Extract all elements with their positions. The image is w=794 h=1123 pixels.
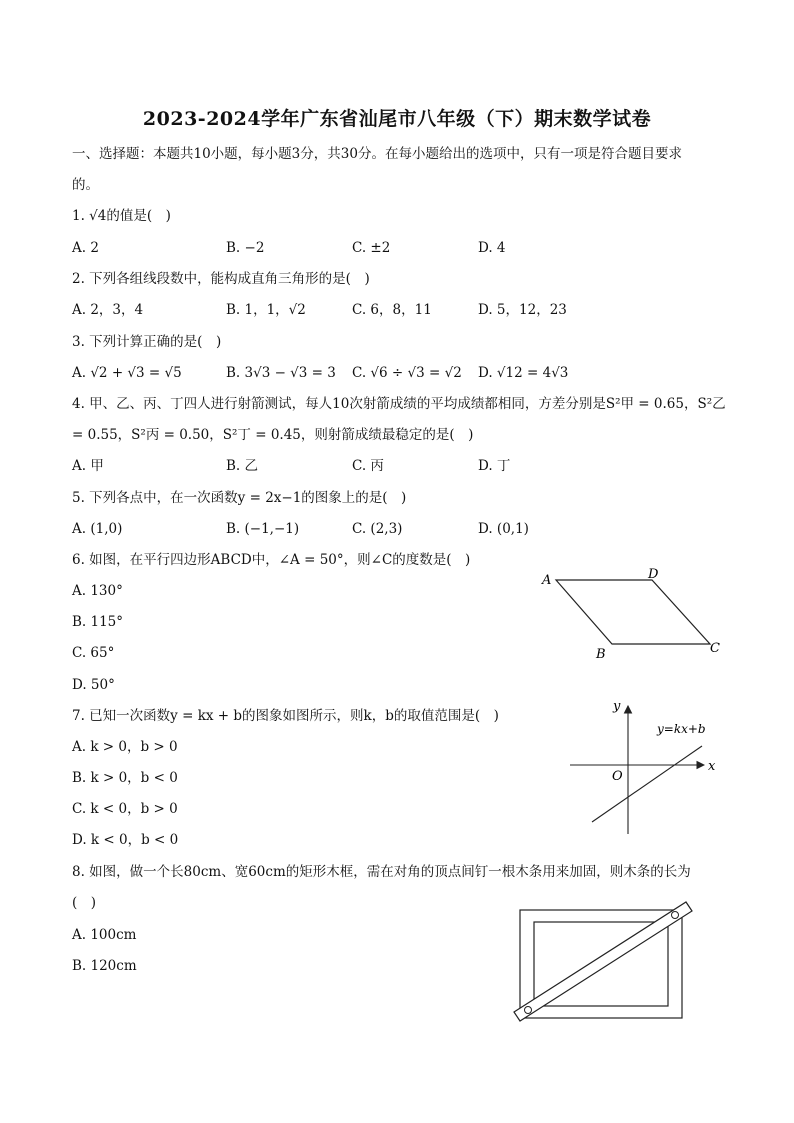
q7-option-a: A. k > 0，b > 0 [72,739,178,755]
nail-bottom [525,1007,532,1014]
linear-function-figure [562,694,734,838]
section-heading: 一、选择题：本题共10小题，每小题3分，共30分。在每小题给出的选项中，只有一项是符合题目要求 [72,146,682,162]
vertex-label-a: A [542,573,552,588]
q6-option-b: B. 115° [72,614,124,630]
q1-option-c: C. ±2 [352,240,391,256]
q4-option-b: B. 乙 [226,458,259,474]
q2-option-c: C. 6，8，11 [352,302,432,318]
q3-stem: 3. 下列计算正确的是( ) [72,334,222,350]
vertex-label-c: C [710,641,720,656]
axis-label-y: y [613,699,621,714]
q2-option-a: A. 2，3，4 [72,302,144,318]
q5-option-d: D. (0,1) [478,521,529,537]
nail-top [672,912,679,919]
q4-stem-cont: = 0.55，S²丙 = 0.50，S²丁 = 0.45，则射箭成绩最稳定的是( ) [72,427,474,443]
function-label: y=kx+b [657,722,706,736]
function-line [592,746,702,822]
q6-option-a: A. 130° [72,583,123,599]
q3-option-d: D. √12 = 4√3 [478,365,569,381]
q1-option-d: D. 4 [478,240,506,256]
q1-option-b: B. −2 [226,240,265,256]
q3-option-b: B. 3√3 − √3 = 3 [226,365,336,381]
parallelogram-abcd [556,580,710,644]
diagonal-brace [514,902,692,1021]
axis-label-x: x [708,759,716,774]
q5-option-b: B. (−1,−1) [226,521,300,537]
vertex-label-d: D [648,567,659,582]
q6-option-d: D. 50° [72,677,115,693]
q2-stem: 2. 下列各组线段数中，能构成直角三角形的是( ) [72,271,370,287]
q7-option-c: C. k < 0，b > 0 [72,801,178,817]
vertex-label-b: B [596,647,606,662]
q8-option-a: A. 100cm [72,927,137,943]
q3-option-c: C. √6 ÷ √3 = √2 [352,365,462,381]
q5-option-c: C. (2,3) [352,521,403,537]
q4-option-c: C. 丙 [352,458,384,474]
q8-option-b: B. 120cm [72,958,137,974]
q6-stem: 6. 如图，在平行四边形ABCD中，∠A = 50°，则∠C的度数是( ) [72,552,471,568]
q6-option-c: C. 65° [72,645,115,661]
q1-option-a: A. 2 [72,240,99,256]
q1-stem: 1. √4的值是( ) [72,208,171,224]
origin-label: O [612,769,623,784]
q4-stem: 4. 甲、乙、丙、丁四人进行射箭测试，每人10次射箭成绩的平均成绩都相同，方差分别是S²甲 = 0.65，S²乙 [72,396,726,412]
rectangle-frame-figure [508,898,698,1026]
section-heading-cont: 的。 [72,177,99,193]
parallelogram-figure [530,562,730,666]
q3-option-a: A. √2 + √3 = √5 [72,365,182,381]
q4-option-a: A. 甲 [72,458,104,474]
q7-stem: 7. 已知一次函数y = kx + b的图象如图所示，则k，b的取值范围是( ) [72,708,499,724]
q7-option-d: D. k < 0，b < 0 [72,832,179,848]
q2-option-b: B. 1，1，√2 [226,302,306,318]
q5-stem: 5. 下列各点中，在一次函数y = 2x−1的图象上的是( ) [72,490,407,506]
q8-stem-cont: ( ) [72,895,97,911]
q8-stem: 8. 如图，做一个长80cm、宽60cm的矩形木框，需在对角的顶点间钉一根木条用来加固，则木条的长为 [72,864,691,880]
page-title: 2023-2024学年广东省汕尾市八年级（下）期末数学试卷 [142,108,652,130]
q7-option-b: B. k > 0，b < 0 [72,770,178,786]
q4-option-d: D. 丁 [478,458,511,474]
q2-option-d: D. 5，12，23 [478,302,567,318]
q5-option-a: A. (1,0) [72,521,123,537]
